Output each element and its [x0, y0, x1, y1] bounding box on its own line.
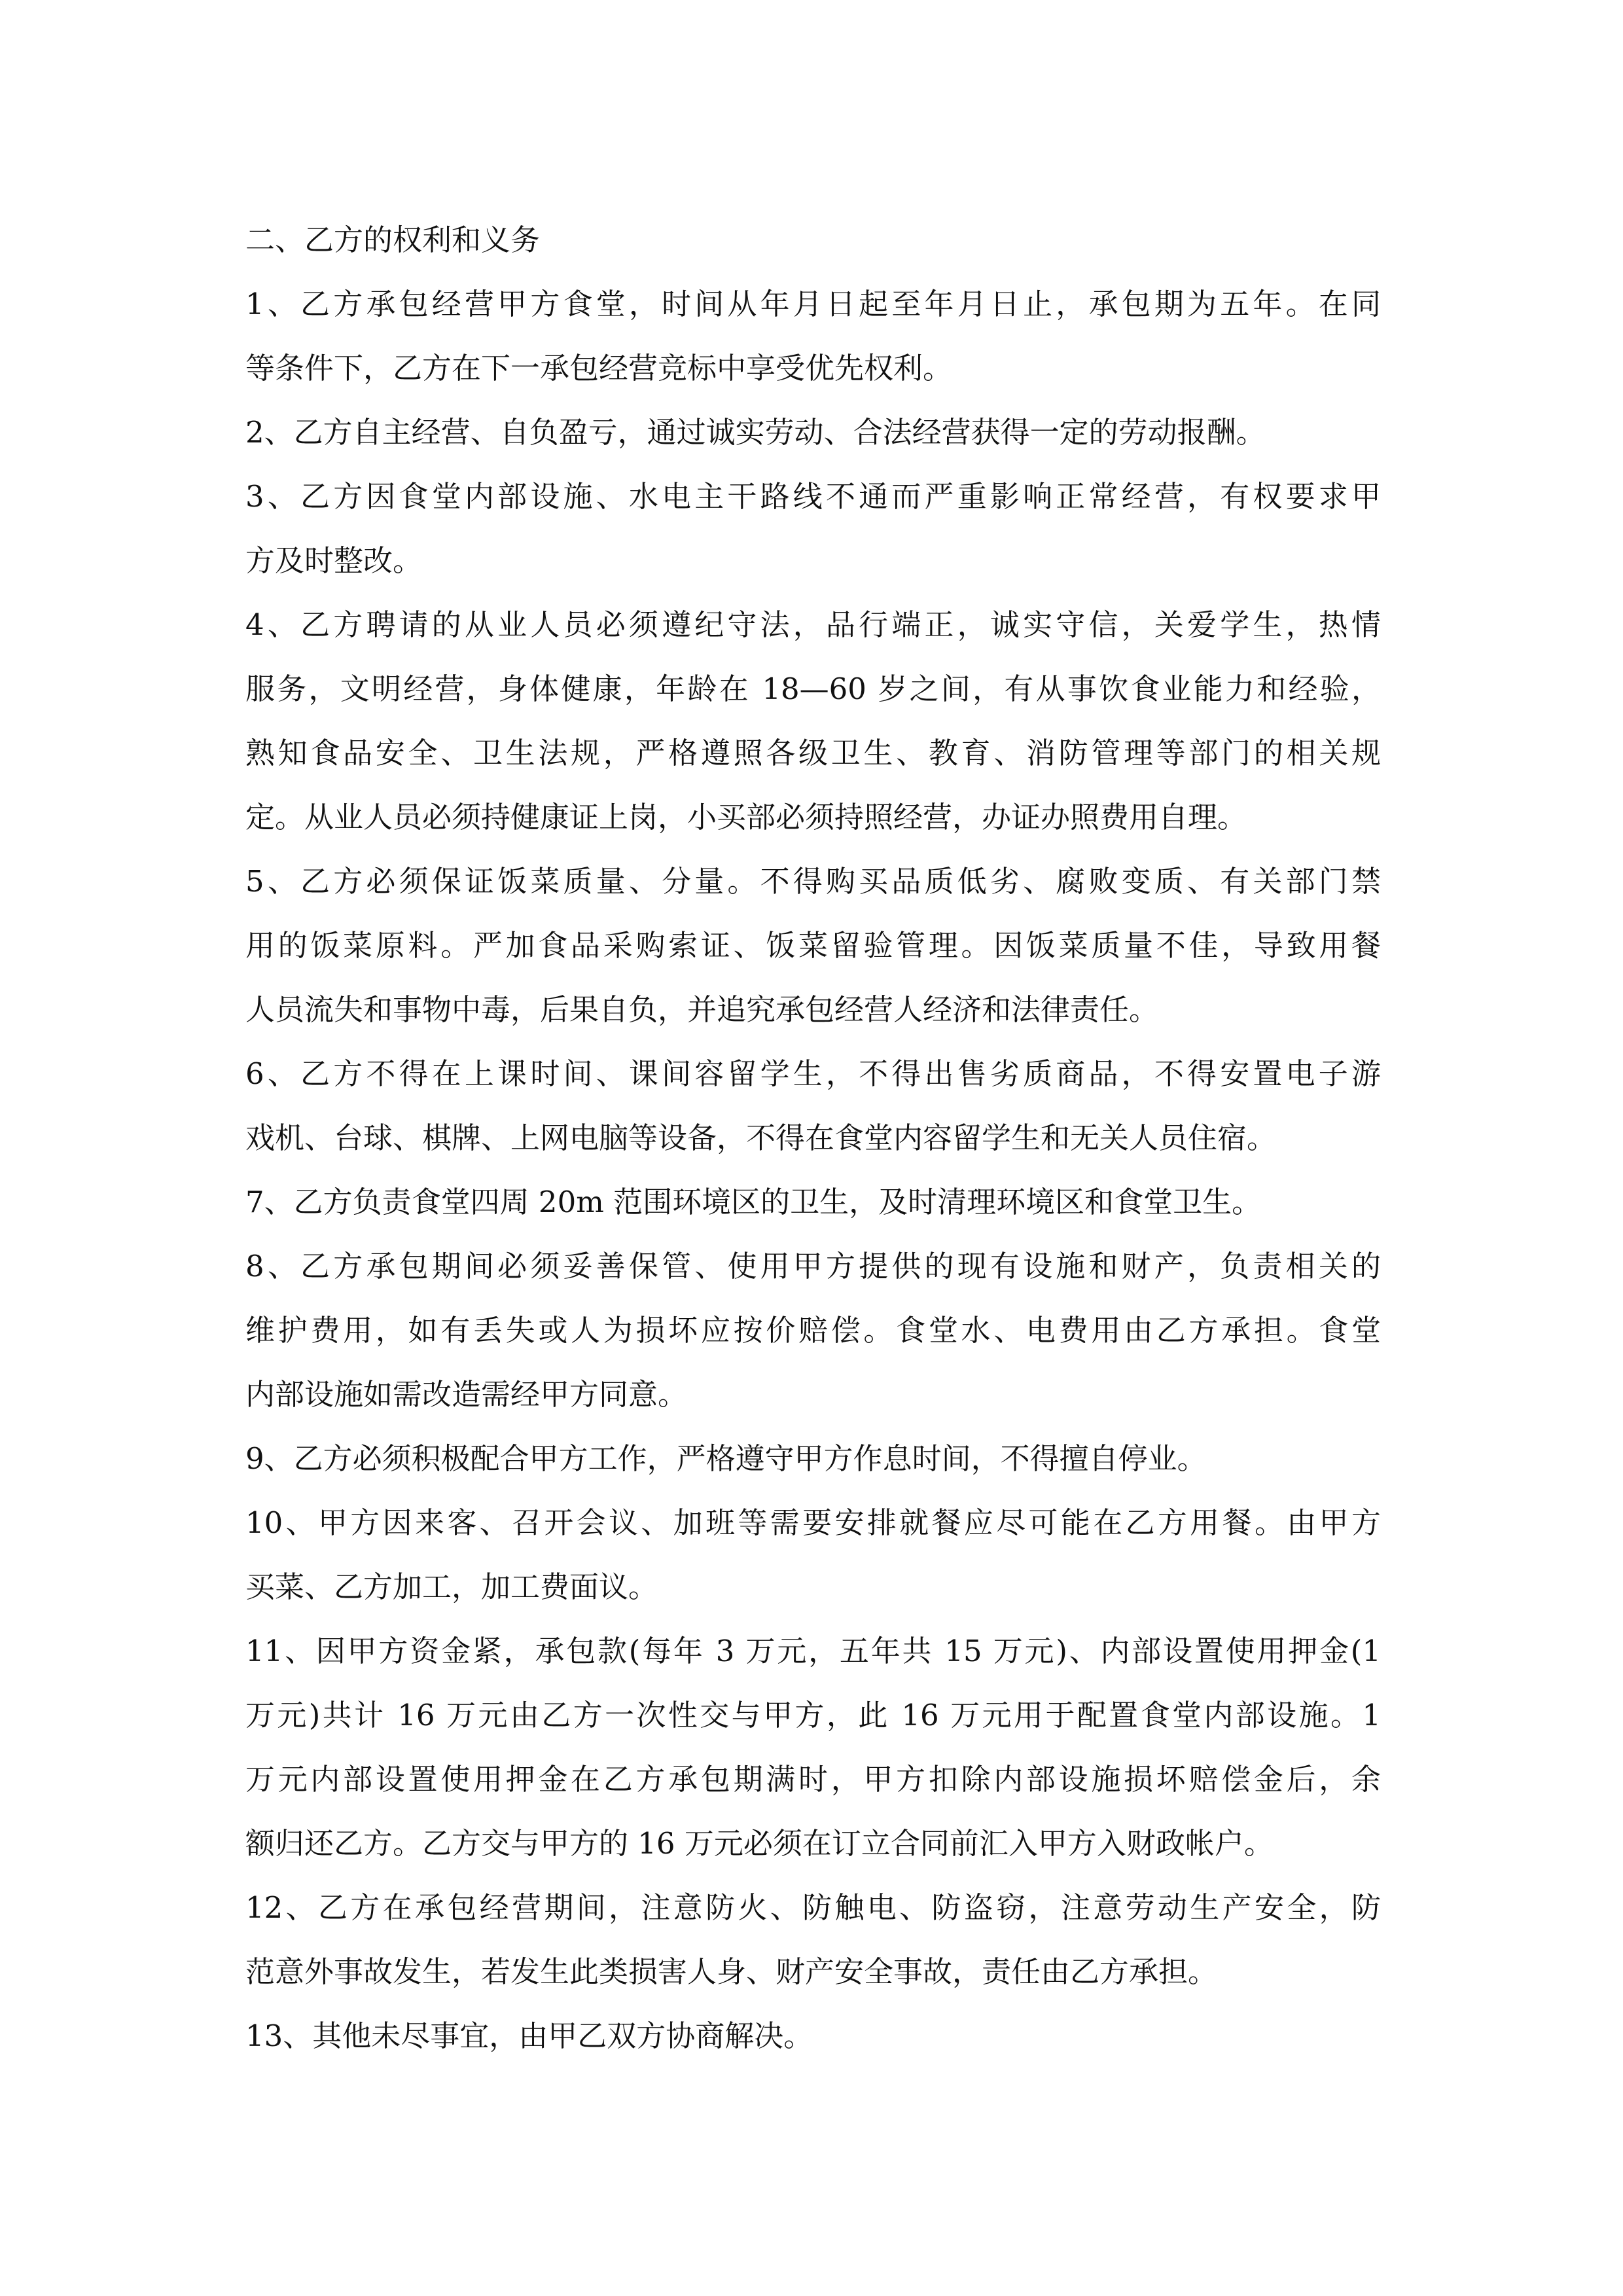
clause-line: 2、乙方自主经营、自负盈亏，通过诚实劳动、合法经营获得一定的劳动报酬。: [245, 415, 1266, 450]
clause-line: 5、乙方必须保证饭菜质量、分量。不得购买品质低劣、腐败变质、有关部门禁: [245, 864, 1381, 899]
clause-line: 3、乙方因食堂内部设施、水电主干路线不通而严重影响正常经营，有权要求甲: [245, 479, 1381, 514]
clause-paragraph: [245, 1170, 1381, 1234]
clause-paragraph: [245, 1427, 1381, 1491]
section-heading: 二、乙方的权利和义务: [245, 223, 541, 257]
clause-paragraph: [245, 1876, 1381, 2004]
clause-line: 4、乙方聘请的从业人员必须遵纪守法，品行端正，诚实守信，关爱学生，热情: [245, 607, 1381, 642]
clause-paragraph: [245, 1042, 1381, 1170]
clause-line: 维护费用，如有丢失或人为损坏应按价赔偿。食堂水、电费用由乙方承担。食堂: [245, 1313, 1381, 1348]
clause-line: 熟知食品安全、卫生法规，严格遵照各级卫生、教育、消防管理等部门的相关规: [245, 736, 1381, 770]
clause-line: 万元)共计 16 万元由乙方一次性交与甲方，此 16 万元用于配置食堂内部设施。1: [245, 1698, 1381, 1732]
clause-paragraph: [245, 1619, 1381, 1876]
clause-line: 服务，文明经营，身体健康，年龄在 18—60 岁之间，有从事饮食业能力和经验，: [245, 672, 1381, 706]
clause-paragraph: [245, 1491, 1381, 1619]
clause-line: 方及时整改。: [245, 543, 423, 578]
clause-line: 额归还乙方。乙方交与甲方的 16 万元必须在订立合同前汇入甲方入财政帐户。: [245, 1826, 1274, 1861]
clause-line: 定。从业人员必须持健康证上岗，小买部必须持照经营，办证办照费用自理。: [245, 800, 1247, 834]
clause-line: 6、乙方不得在上课时间、课间容留学生，不得出售劣质商品，不得安置电子游: [245, 1056, 1381, 1091]
clause-line: 10、甲方因来客、召开会议、加班等需要安排就餐应尽可能在乙方用餐。由甲方: [245, 1505, 1381, 1540]
clause-line: 8、乙方承包期间必须妥善保管、使用甲方提供的现有设施和财产，负责相关的: [245, 1249, 1381, 1283]
document-page: [245, 208, 1381, 2068]
clause-line: 12、乙方在承包经营期间，注意防火、防触电、防盗窃，注意劳动生产安全，防: [245, 1890, 1381, 1925]
paragraph-list: [245, 272, 1381, 2068]
clause-line: 1、乙方承包经营甲方食堂，时间从年月日起至年月日止，承包期为五年。在同: [245, 287, 1381, 321]
clause-line: 13、其他未尽事宜，由甲乙双方协商解决。: [245, 2018, 813, 2053]
clause-line: 万元内部设置使用押金在乙方承包期满时，甲方扣除内部设施损坏赔偿金后，余: [245, 1762, 1381, 1797]
clause-line: 用的饭菜原料。严加食品采购索证、饭菜留验管理。因饭菜质量不佳，导致用餐: [245, 928, 1381, 963]
clause-line: 范意外事故发生，若发生此类损害人身、财产安全事故，责任由乙方承担。: [245, 1954, 1218, 1989]
clause-line: 9、乙方必须积极配合甲方工作，严格遵守甲方作息时间，不得擅自停业。: [245, 1441, 1207, 1476]
clause-line: 内部设施如需改造需经甲方同意。: [245, 1377, 688, 1412]
clause-paragraph: [245, 850, 1381, 1042]
clause-paragraph: [245, 1234, 1381, 1427]
clause-paragraph: [245, 272, 1381, 401]
clause-line: 7、乙方负责食堂四周 20m 范围环境区的卫生，及时清理环境区和食堂卫生。: [245, 1185, 1262, 1219]
clause-line: 买菜、乙方加工，加工费面议。: [245, 1570, 658, 1604]
clause-paragraph: [245, 465, 1381, 593]
clause-line: 戏机、台球、棋牌、上网电脑等设备，不得在食堂内容留学生和无关人员住宿。: [245, 1121, 1277, 1155]
clause-line: 11、因甲方资金紧，承包款(每年 3 万元，五年共 15 万元)、内部设置使用押金(1: [245, 1634, 1381, 1668]
clause-line: 等条件下，乙方在下一承包经营竞标中享受优先权利。: [245, 351, 953, 386]
clause-paragraph: [245, 401, 1381, 465]
clause-line: 人员流失和事物中毒，后果自负，并追究承包经营人经济和法律责任。: [245, 992, 1159, 1027]
clause-paragraph: [245, 593, 1381, 850]
clause-paragraph: [245, 2004, 1381, 2068]
